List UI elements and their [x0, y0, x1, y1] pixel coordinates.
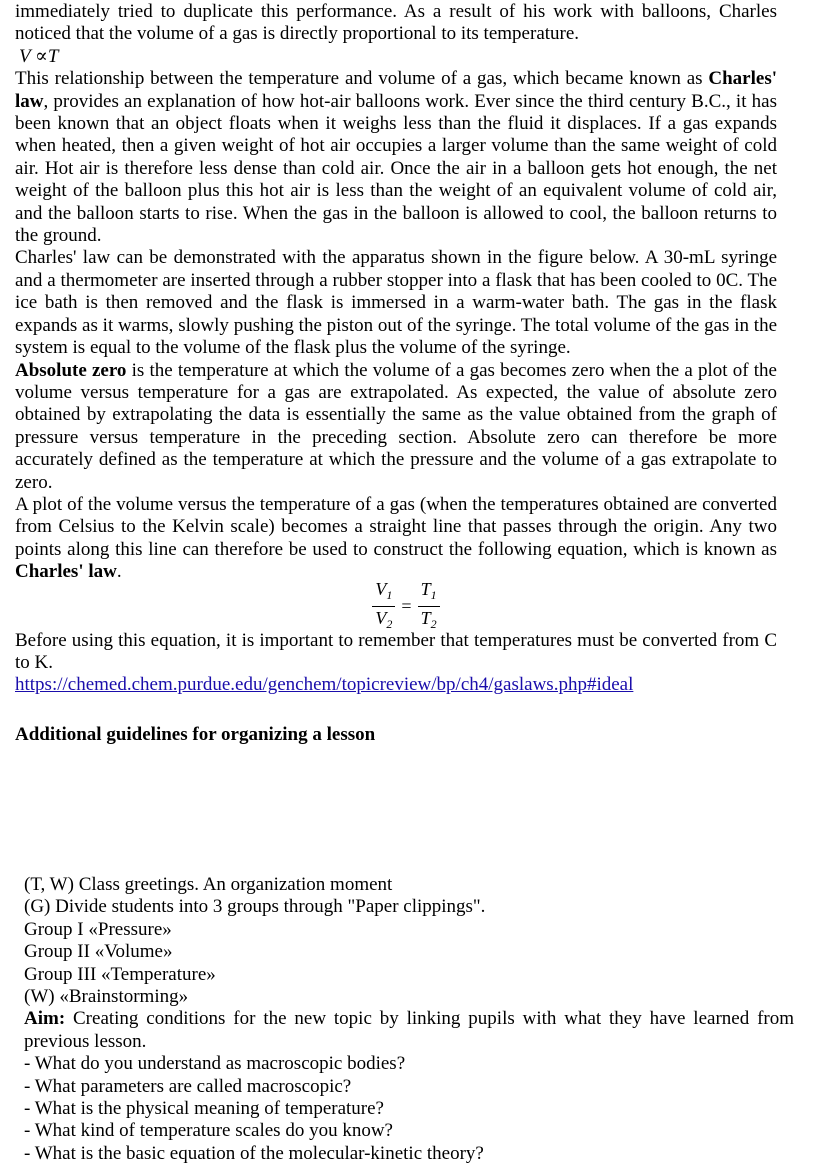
term-charles-law-2: Charles' law — [15, 561, 117, 583]
term-absolute-zero: Absolute zero — [15, 359, 127, 381]
group-pressure: Group I «Pressure» — [24, 918, 172, 940]
proportionality-formula: V ∝T — [19, 45, 59, 67]
group-volume: Group II «Volume» — [24, 941, 173, 963]
aim-label: Aim: — [24, 1008, 66, 1030]
document-body — [15, 1, 777, 746]
source-link[interactable]: https://chemed.chem.purdue.edu/genchem/topicreview/bp/ch4/gaslaws.php#ideal — [15, 674, 634, 696]
question-item: - What is the basic equation of the molecular-kinetic theory? — [24, 1142, 484, 1164]
question-item: - What do you understand as macroscopic bodies? — [24, 1053, 406, 1075]
lesson-plan — [24, 874, 794, 1165]
paragraph-apparatus: Charles' law can be demonstrated with the apparatus shown in the figure below. A 30-mL syringe and a thermometer are inserted through a rubber stopper into a flask that has been cooled to 0C. The ice bath is then removed and the flask is immersed in a warm-water bath. The gas in the flask expands as it warms, slowly pushing the piston out of the syringe. The total volume of the gas in the system is equal to the volume of the flask plus the volume of the syringe. — [15, 247, 777, 359]
lesson-line-groups: (G) Divide students into 3 groups through "Paper clippings". — [24, 896, 486, 918]
group-temperature: Group III «Temperature» — [24, 963, 216, 985]
fraction-volume: $\frac{V_1}{V_2}$ — [372, 579, 395, 634]
fraction-temperature: $\frac{T_1}{T_2}$ — [418, 579, 440, 634]
lesson-line-greetings: (T, W) Class greetings. An organization moment — [24, 874, 393, 895]
section-heading: Additional guidelines for organizing a lesson — [15, 723, 376, 745]
equals-sign: = — [401, 596, 412, 617]
paragraph-hot-air-balloons: This relationship between the temperature and volume of a gas, which became known as Charles' law, provides an explanation of how hot-air balloons work. Ever since the third century B.C., it has been known that an object floats when it weighs less than the fluid it displaces. If a gas expands when heated, then a given weight of hot air occupies a larger volume than the same weight of cold air. Hot air is therefore less dense than cold air. Once the air in a balloon gets hot enough, the net weight of the balloon plus this hot air is less than the weight of an equivalent volume of cold air, and the balloon starts to rise. When the gas in the balloon is allowed to cool, the balloon returns to the ground. — [15, 68, 777, 247]
question-item: - What kind of temperature scales do you know? — [24, 1120, 393, 1142]
question-item: - What is the physical meaning of temperature? — [24, 1098, 384, 1120]
question-item: - What parameters are called macroscopic? — [24, 1075, 352, 1097]
lesson-brainstorming: (W) «Brainstorming» — [24, 986, 189, 1008]
charles-law-equation — [35, 579, 777, 632]
paragraph-charles-observation: immediately tried to duplicate this performance. As a result of his work with balloons, Charles noticed that the volume of a gas is directly proportional to its temperature. — [15, 1, 777, 45]
paragraph-absolute-zero: Absolute zero is the temperature at which the volume of a gas becomes zero when the a plot of the volume versus temperature for a gas are extrapolated. As expected, the value of absolute zero obtained by extrapolating the data is essentially the same as the value obtained from the graph of pressure versus temperature in the preceding section. Absolute zero can therefore be more accurately defined as the temperature at which the pressure and the volume of a gas extrapolate to zero. — [15, 359, 777, 493]
paragraph-kelvin-plot: A plot of the volume versus the temperature of a gas (when the temperatures obtained are converted from Celsius to the Kelvin scale) becomes a straight line that passes through the origin. Any two points along this line can therefore be used to construct the following equation, which is known as Charles' law. — [15, 493, 777, 583]
paragraph-conversion-note: Before using this equation, it is important to remember that temperatures must be converted from C to K. — [15, 629, 777, 673]
term-charles-law: Charles' law — [15, 68, 777, 112]
lesson-aim: Aim: Creating conditions for the new topic by linking pupils with what they have learned from previous lesson. — [24, 1008, 794, 1052]
